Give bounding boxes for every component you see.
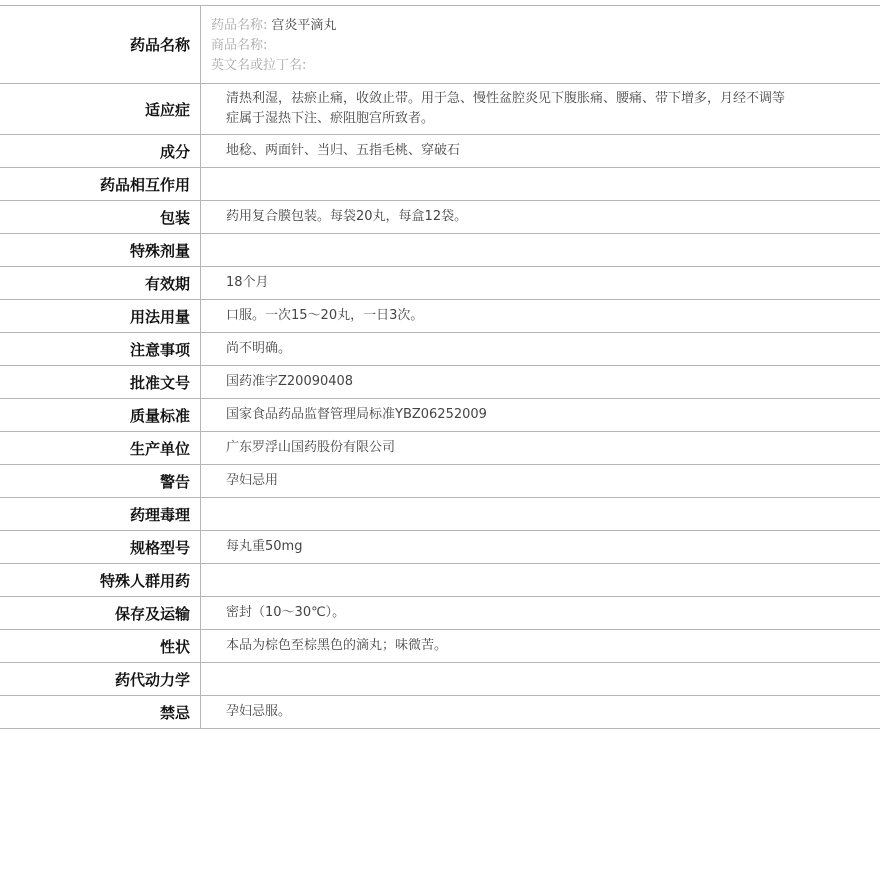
english-name-label: 英文名或拉丁名:: [211, 58, 307, 73]
row-value: 18个月: [201, 267, 880, 300]
row-value: 密封（10～30℃）。: [201, 597, 880, 630]
row-value: 孕妇忌用: [201, 465, 880, 498]
row-label: 性状: [0, 630, 201, 663]
english-name-line: [211, 56, 790, 76]
generic-name-label: 药品名称:: [211, 18, 268, 33]
row-value: 地稔、两面针、当归、五指毛桃、穿破石: [201, 135, 880, 168]
table-row-special-dosage: [0, 234, 880, 267]
row-value: [201, 234, 880, 267]
row-label: 生产单位: [0, 432, 201, 465]
table-row-drug-name: [0, 6, 880, 84]
table-row-specification: [0, 531, 880, 564]
row-label: 药品相互作用: [0, 168, 201, 201]
table-row-dosage: [0, 300, 880, 333]
row-value: [201, 663, 880, 696]
row-label: 药理毒理: [0, 498, 201, 531]
table-row-shelf-life: [0, 267, 880, 300]
row-value: [201, 168, 880, 201]
table-row-ingredients: [0, 135, 880, 168]
drug-spec-table: [0, 5, 880, 729]
row-label: 规格型号: [0, 531, 201, 564]
row-value: 口服。一次15～20丸，一日3次。: [201, 300, 880, 333]
table-row-manufacturer: [0, 432, 880, 465]
table-row-appearance: [0, 630, 880, 663]
table-row-pharmacokinetics: [0, 663, 880, 696]
table-row-indications: [0, 84, 880, 135]
row-value: [201, 498, 880, 531]
generic-name-line: [211, 16, 790, 36]
trade-name-line: [211, 36, 790, 56]
row-value: 尚不明确。: [201, 333, 880, 366]
row-label: 适应症: [0, 84, 201, 135]
row-label: 特殊人群用药: [0, 564, 201, 597]
table-row-interactions: [0, 168, 880, 201]
row-label: 用法用量: [0, 300, 201, 333]
row-value: 孕妇忌服。: [201, 696, 880, 729]
row-label: 药代动力学: [0, 663, 201, 696]
row-label: 特殊剂量: [0, 234, 201, 267]
row-label: 警告: [0, 465, 201, 498]
table-row-quality-standard: [0, 399, 880, 432]
table-row-precautions: [0, 333, 880, 366]
table-row-approval-number: [0, 366, 880, 399]
row-label: 禁忌: [0, 696, 201, 729]
row-value: [201, 564, 880, 597]
table-row-pharmacology: [0, 498, 880, 531]
table-row-warning: [0, 465, 880, 498]
row-value: 每丸重50mg: [201, 531, 880, 564]
row-value: 本品为棕色至棕黑色的滴丸；味微苦。: [201, 630, 880, 663]
table-row-contraindications: [0, 696, 880, 729]
row-value: 国家食品药品监督管理局标准YBZ06252009: [201, 399, 880, 432]
row-label: 药品名称: [0, 6, 201, 84]
row-label: 有效期: [0, 267, 201, 300]
table-row-special-populations: [0, 564, 880, 597]
row-value: 国药准字Z20090408: [201, 366, 880, 399]
row-label: 包装: [0, 201, 201, 234]
row-label: 批准文号: [0, 366, 201, 399]
generic-name-value: 宫炎平滴丸: [271, 18, 337, 33]
row-label: 成分: [0, 135, 201, 168]
table-row-storage: [0, 597, 880, 630]
row-label: 注意事项: [0, 333, 201, 366]
row-label: 保存及运输: [0, 597, 201, 630]
row-label: 质量标准: [0, 399, 201, 432]
row-value: 药用复合膜包装。每袋20丸，每盒12袋。: [201, 201, 880, 234]
drug-name-cell: [201, 6, 880, 84]
row-value: 清热利湿，祛瘀止痛，收敛止带。用于急、慢性盆腔炎见下腹胀痛、腰痛、带下增多，月经不调等症属于湿热下注、瘀阻胞宫所致者。: [201, 84, 880, 135]
trade-name-label: 商品名称:: [211, 38, 268, 53]
table-row-packaging: [0, 201, 880, 234]
row-value: 广东罗浮山国药股份有限公司: [201, 432, 880, 465]
